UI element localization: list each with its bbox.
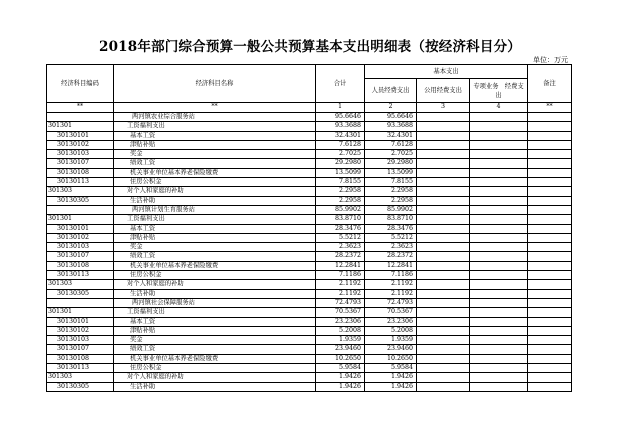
- name-cell: 奖金: [114, 243, 316, 252]
- public-cell: [417, 205, 470, 214]
- special-cell: [470, 280, 528, 289]
- remark-cell: [528, 345, 572, 354]
- personnel-cell: 1.9359: [365, 336, 417, 345]
- code-cell: 30130102: [47, 233, 114, 242]
- code-cell: 30130107: [47, 159, 114, 168]
- code-cell: 30130305: [47, 382, 114, 391]
- name-cell: 奖金: [114, 336, 316, 345]
- name-cell: 对个人和家庭的补助: [114, 187, 316, 196]
- special-cell: [470, 205, 528, 214]
- total-cell: 70.5367: [316, 308, 365, 317]
- personnel-cell: 28.3476: [365, 224, 417, 233]
- total-cell: 72.4793: [316, 298, 365, 307]
- remark-cell: [528, 140, 572, 149]
- table-row: [47, 168, 572, 177]
- public-cell: [417, 224, 470, 233]
- total-cell: 2.3623: [316, 243, 365, 252]
- personnel-cell: 7.6128: [365, 140, 417, 149]
- code-cell: 30130305: [47, 289, 114, 298]
- index-cell: 3: [417, 103, 470, 113]
- name-cell: 对个人和家庭的补助: [114, 280, 316, 289]
- remark-cell: [528, 364, 572, 373]
- special-cell: [470, 308, 528, 317]
- total-cell: 5.2008: [316, 326, 365, 335]
- table-row: [47, 373, 572, 382]
- public-cell: [417, 215, 470, 224]
- name-cell: 两河镇社会保障服务站: [114, 298, 316, 307]
- unit-label: 单位：万元: [533, 56, 568, 64]
- total-cell: 2.1192: [316, 289, 365, 298]
- special-cell: [470, 345, 528, 354]
- remark-cell: [528, 113, 572, 122]
- personnel-cell: 5.9584: [365, 364, 417, 373]
- name-cell: 基本工资: [114, 224, 316, 233]
- remark-cell: [528, 373, 572, 382]
- name-cell: 津贴补贴: [114, 326, 316, 335]
- public-cell: [417, 261, 470, 270]
- table-row: [47, 289, 572, 298]
- header-public: 公用经费支出: [417, 79, 470, 103]
- name-cell: 工资福利支出: [114, 122, 316, 131]
- personnel-cell: 10.2650: [365, 354, 417, 363]
- index-cell: **: [528, 103, 572, 113]
- public-cell: [417, 243, 470, 252]
- remark-cell: [528, 354, 572, 363]
- remark-cell: [528, 243, 572, 252]
- public-cell: [417, 196, 470, 205]
- remark-cell: [528, 326, 572, 335]
- personnel-cell: 7.8155: [365, 178, 417, 187]
- total-cell: 5.5212: [316, 233, 365, 242]
- total-cell: 23.9460: [316, 345, 365, 354]
- code-cell: 30130103: [47, 243, 114, 252]
- table-row: [47, 280, 572, 289]
- total-cell: 93.3688: [316, 122, 365, 131]
- name-cell: 奖金: [114, 150, 316, 159]
- table-row: [47, 131, 572, 140]
- personnel-cell: 1.9426: [365, 373, 417, 382]
- table-body: [47, 103, 572, 392]
- personnel-cell: 93.3688: [365, 122, 417, 131]
- code-cell: 30130107: [47, 252, 114, 261]
- special-cell: [470, 196, 528, 205]
- code-cell: 30130103: [47, 336, 114, 345]
- public-cell: [417, 131, 470, 140]
- remark-cell: [528, 178, 572, 187]
- special-cell: [470, 178, 528, 187]
- personnel-cell: 2.1192: [365, 280, 417, 289]
- table-row: [47, 205, 572, 214]
- special-cell: [470, 261, 528, 270]
- personnel-cell: 5.5212: [365, 233, 417, 242]
- total-cell: 1.9426: [316, 382, 365, 391]
- public-cell: [417, 150, 470, 159]
- name-cell: 基本工资: [114, 317, 316, 326]
- personnel-cell: 85.9902: [365, 205, 417, 214]
- total-cell: 12.2841: [316, 261, 365, 270]
- table-row: [47, 196, 572, 205]
- index-cell: 2: [365, 103, 417, 113]
- public-cell: [417, 252, 470, 261]
- table-row: [47, 326, 572, 335]
- code-cell: 301301: [47, 122, 114, 131]
- personnel-cell: 2.2958: [365, 187, 417, 196]
- special-cell: [470, 224, 528, 233]
- table-row: [47, 113, 572, 122]
- special-cell: [470, 289, 528, 298]
- name-cell: 绩效工资: [114, 345, 316, 354]
- name-cell: 绩效工资: [114, 159, 316, 168]
- index-cell: 1: [316, 103, 365, 113]
- special-cell: [470, 373, 528, 382]
- special-cell: [470, 233, 528, 242]
- public-cell: [417, 308, 470, 317]
- table-row: [47, 224, 572, 233]
- total-cell: 10.2650: [316, 354, 365, 363]
- table-row: [47, 150, 572, 159]
- public-cell: [417, 187, 470, 196]
- special-cell: [470, 140, 528, 149]
- total-cell: 29.2980: [316, 159, 365, 168]
- table-row: [47, 336, 572, 345]
- name-cell: 津贴补贴: [114, 140, 316, 149]
- table-row: [47, 187, 572, 196]
- name-cell: 工资福利支出: [114, 308, 316, 317]
- public-cell: [417, 113, 470, 122]
- table-row: [47, 233, 572, 242]
- remark-cell: [528, 196, 572, 205]
- header-remark: 备注: [528, 65, 572, 103]
- index-cell: 4: [470, 103, 528, 113]
- personnel-cell: 2.2958: [365, 196, 417, 205]
- public-cell: [417, 122, 470, 131]
- code-cell: 30130107: [47, 345, 114, 354]
- special-cell: [470, 215, 528, 224]
- personnel-cell: 5.2008: [365, 326, 417, 335]
- personnel-cell: 29.2980: [365, 159, 417, 168]
- public-cell: [417, 317, 470, 326]
- code-cell: 30130101: [47, 317, 114, 326]
- personnel-cell: 70.5367: [365, 308, 417, 317]
- remark-cell: [528, 252, 572, 261]
- total-cell: 7.1186: [316, 271, 365, 280]
- table-row: [47, 354, 572, 363]
- public-cell: [417, 354, 470, 363]
- public-cell: [417, 271, 470, 280]
- remark-cell: [528, 261, 572, 270]
- page-title: 2018年部门综合预算一般公共预算基本支出明细表（按经济科目分）: [99, 39, 521, 55]
- personnel-cell: 13.5099: [365, 168, 417, 177]
- index-row: [47, 103, 572, 113]
- total-cell: 2.7025: [316, 150, 365, 159]
- name-cell: 生活补助: [114, 382, 316, 391]
- special-cell: [470, 168, 528, 177]
- total-cell: 28.3476: [316, 224, 365, 233]
- table-row: [47, 261, 572, 270]
- personnel-cell: 1.9426: [365, 382, 417, 391]
- code-cell: 30130113: [47, 364, 114, 373]
- special-cell: [470, 336, 528, 345]
- personnel-cell: 95.6646: [365, 113, 417, 122]
- personnel-cell: 23.2306: [365, 317, 417, 326]
- special-cell: [470, 243, 528, 252]
- total-cell: 1.9359: [316, 336, 365, 345]
- total-cell: 5.9584: [316, 364, 365, 373]
- remark-cell: [528, 233, 572, 242]
- total-cell: 28.2372: [316, 252, 365, 261]
- remark-cell: [528, 224, 572, 233]
- code-cell: 30130108: [47, 354, 114, 363]
- code-cell: 30130101: [47, 224, 114, 233]
- remark-cell: [528, 271, 572, 280]
- header-basic: 基本支出: [365, 65, 528, 79]
- table-row: [47, 252, 572, 261]
- special-cell: [470, 131, 528, 140]
- special-cell: [470, 252, 528, 261]
- table-row: [47, 215, 572, 224]
- public-cell: [417, 168, 470, 177]
- code-cell: 301303: [47, 280, 114, 289]
- special-cell: [470, 298, 528, 307]
- code-cell: 301303: [47, 373, 114, 382]
- code-cell: 30130103: [47, 150, 114, 159]
- special-cell: [470, 271, 528, 280]
- public-cell: [417, 298, 470, 307]
- name-cell: 绩效工资: [114, 252, 316, 261]
- code-cell: 301303: [47, 187, 114, 196]
- table-row: [47, 140, 572, 149]
- remark-cell: [528, 150, 572, 159]
- total-cell: 2.2958: [316, 187, 365, 196]
- name-cell: 基本工资: [114, 131, 316, 140]
- code-cell: 30130108: [47, 261, 114, 270]
- remark-cell: [528, 159, 572, 168]
- table-row: [47, 317, 572, 326]
- header-personnel: 人员经费支出: [365, 79, 417, 103]
- special-cell: [470, 364, 528, 373]
- remark-cell: [528, 317, 572, 326]
- name-cell: 对个人和家庭的补助: [114, 373, 316, 382]
- remark-cell: [528, 382, 572, 391]
- table-row: [47, 298, 572, 307]
- total-cell: 83.8710: [316, 215, 365, 224]
- special-cell: [470, 382, 528, 391]
- personnel-cell: 12.2841: [365, 261, 417, 270]
- name-cell: 两河镇计划生育服务站: [114, 205, 316, 214]
- total-cell: 7.8155: [316, 178, 365, 187]
- index-cell: **: [47, 103, 114, 113]
- name-cell: 机关事业单位基本养老保险缴费: [114, 168, 316, 177]
- special-cell: [470, 122, 528, 131]
- special-cell: [470, 159, 528, 168]
- total-cell: 23.2306: [316, 317, 365, 326]
- public-cell: [417, 178, 470, 187]
- total-cell: 13.5099: [316, 168, 365, 177]
- code-cell: 301301: [47, 215, 114, 224]
- name-cell: 住房公积金: [114, 178, 316, 187]
- name-cell: 生活补助: [114, 289, 316, 298]
- public-cell: [417, 373, 470, 382]
- special-cell: [470, 326, 528, 335]
- personnel-cell: 7.1186: [365, 271, 417, 280]
- code-cell: 30130108: [47, 168, 114, 177]
- personnel-cell: 23.9460: [365, 345, 417, 354]
- name-cell: 两河镇农业综合服务站: [114, 113, 316, 122]
- name-cell: 工资福利支出: [114, 215, 316, 224]
- table-row: [47, 178, 572, 187]
- personnel-cell: 2.1192: [365, 289, 417, 298]
- remark-cell: [528, 205, 572, 214]
- code-cell: [47, 113, 114, 122]
- special-cell: [470, 113, 528, 122]
- remark-cell: [528, 122, 572, 131]
- name-cell: 住房公积金: [114, 364, 316, 373]
- remark-cell: [528, 187, 572, 196]
- personnel-cell: 32.4301: [365, 131, 417, 140]
- code-cell: 30130113: [47, 271, 114, 280]
- total-cell: 32.4301: [316, 131, 365, 140]
- code-cell: 30130102: [47, 326, 114, 335]
- header-code: 经济科目编码: [47, 65, 114, 103]
- remark-cell: [528, 289, 572, 298]
- table-row: [47, 308, 572, 317]
- table-row: [47, 243, 572, 252]
- code-cell: 30130113: [47, 178, 114, 187]
- header-special: 专项业务 经费支出: [470, 79, 528, 103]
- public-cell: [417, 233, 470, 242]
- name-cell: 津贴补贴: [114, 233, 316, 242]
- public-cell: [417, 382, 470, 391]
- table-row: [47, 364, 572, 373]
- public-cell: [417, 289, 470, 298]
- table-row: [47, 345, 572, 354]
- public-cell: [417, 345, 470, 354]
- personnel-cell: 83.8710: [365, 215, 417, 224]
- personnel-cell: 28.2372: [365, 252, 417, 261]
- total-cell: 2.1192: [316, 280, 365, 289]
- table-row: [47, 271, 572, 280]
- remark-cell: [528, 298, 572, 307]
- table-row: [47, 382, 572, 391]
- table-row: [47, 159, 572, 168]
- public-cell: [417, 326, 470, 335]
- remark-cell: [528, 131, 572, 140]
- total-cell: 1.9426: [316, 373, 365, 382]
- special-cell: [470, 150, 528, 159]
- code-cell: 30130102: [47, 140, 114, 149]
- code-cell: 301301: [47, 308, 114, 317]
- personnel-cell: 2.7025: [365, 150, 417, 159]
- personnel-cell: 2.3623: [365, 243, 417, 252]
- personnel-cell: 72.4793: [365, 298, 417, 307]
- name-cell: 机关事业单位基本养老保险缴费: [114, 261, 316, 270]
- remark-cell: [528, 336, 572, 345]
- public-cell: [417, 336, 470, 345]
- total-cell: 95.6646: [316, 113, 365, 122]
- table-row: [47, 122, 572, 131]
- code-cell: [47, 298, 114, 307]
- code-cell: [47, 205, 114, 214]
- total-cell: 2.2958: [316, 196, 365, 205]
- remark-cell: [528, 215, 572, 224]
- header-name: 经济科目名称: [114, 65, 316, 103]
- special-cell: [470, 354, 528, 363]
- total-cell: 7.6128: [316, 140, 365, 149]
- name-cell: 机关事业单位基本养老保险缴费: [114, 354, 316, 363]
- public-cell: [417, 159, 470, 168]
- code-cell: 30130101: [47, 131, 114, 140]
- budget-table: [46, 64, 572, 392]
- total-cell: 85.9902: [316, 205, 365, 214]
- public-cell: [417, 364, 470, 373]
- remark-cell: [528, 168, 572, 177]
- name-cell: 生活补助: [114, 196, 316, 205]
- public-cell: [417, 140, 470, 149]
- code-cell: 30130305: [47, 196, 114, 205]
- public-cell: [417, 280, 470, 289]
- special-cell: [470, 317, 528, 326]
- remark-cell: [528, 280, 572, 289]
- header-total: 合计: [316, 65, 365, 103]
- remark-cell: [528, 308, 572, 317]
- special-cell: [470, 187, 528, 196]
- name-cell: 住房公积金: [114, 271, 316, 280]
- index-cell: **: [114, 103, 316, 113]
